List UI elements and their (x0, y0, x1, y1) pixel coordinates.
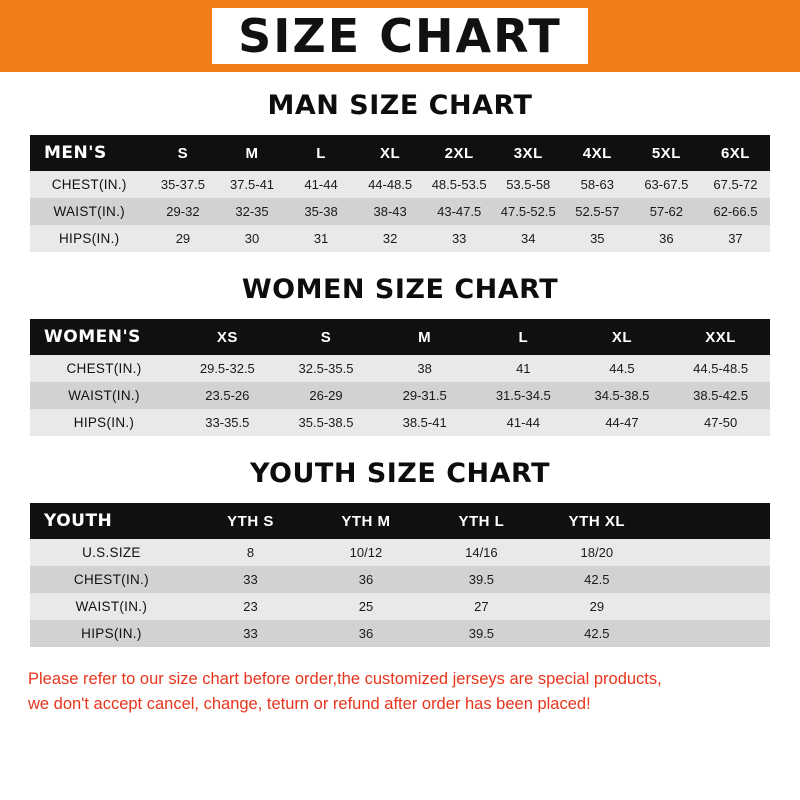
table-cell: 14/16 (424, 539, 539, 566)
table-cell: 23 (193, 593, 308, 620)
table-cell: 39.5 (424, 620, 539, 647)
row-label: WAIST(IN.) (30, 593, 193, 620)
table-cell (655, 566, 770, 593)
table-cell: 39.5 (424, 566, 539, 593)
order-policy-note (28, 667, 772, 717)
column-header: S (148, 135, 217, 171)
column-header: S (277, 319, 376, 355)
table-row (30, 171, 770, 198)
table-cell (655, 539, 770, 566)
row-label: CHEST(IN.) (30, 355, 178, 382)
table-row (30, 593, 770, 620)
table-cell: 33 (425, 225, 494, 252)
row-label: HIPS(IN.) (30, 225, 148, 252)
table-cell: 44.5-48.5 (671, 355, 770, 382)
page-title: SIZE CHART (212, 8, 588, 64)
table-cell: 44-48.5 (356, 171, 425, 198)
table-row (30, 409, 770, 436)
table-cell: 41-44 (287, 171, 356, 198)
table-cell: 27 (424, 593, 539, 620)
table-cell: 44-47 (573, 409, 672, 436)
table-cell: 53.5-58 (494, 171, 563, 198)
table-row (30, 198, 770, 225)
table-cell: 38.5-41 (375, 409, 474, 436)
row-label: U.S.SIZE (30, 539, 193, 566)
table-cell: 32-35 (217, 198, 286, 225)
column-header: 6XL (701, 135, 770, 171)
table-cell: 58-63 (563, 171, 632, 198)
table-cell: 8 (193, 539, 308, 566)
men-table-wrap (30, 135, 770, 252)
column-header: 4XL (563, 135, 632, 171)
banner-left-bar (0, 0, 38, 72)
note-line-1: Please refer to our size chart before order,the customized jerseys are special products, (28, 670, 662, 688)
column-header: 5XL (632, 135, 701, 171)
table-cell: 41-44 (474, 409, 573, 436)
table-cell: 23.5-26 (178, 382, 277, 409)
column-header: YTH XL (539, 503, 654, 539)
column-header: L (287, 135, 356, 171)
column-header: M (375, 319, 474, 355)
table-cell (655, 593, 770, 620)
table-cell: 33 (193, 620, 308, 647)
table-cell: 38 (375, 355, 474, 382)
table-header-row (30, 135, 770, 171)
table-cell: 29-31.5 (375, 382, 474, 409)
table-cell: 29.5-32.5 (178, 355, 277, 382)
table-row (30, 382, 770, 409)
table-cell: 30 (217, 225, 286, 252)
table-cell: 62-66.5 (701, 198, 770, 225)
section-title-women: WOMEN SIZE CHART (241, 274, 559, 305)
youth-table-wrap (30, 503, 770, 647)
table-header-row (30, 319, 770, 355)
banner-right-bar (762, 0, 800, 72)
table-cell: 47-50 (671, 409, 770, 436)
table-cell: 52.5-57 (563, 198, 632, 225)
table-cell: 44.5 (573, 355, 672, 382)
column-header: XL (356, 135, 425, 171)
table-cell: 29 (539, 593, 654, 620)
column-header: XL (573, 319, 672, 355)
table-cell: 63-67.5 (632, 171, 701, 198)
table-cell: 43-47.5 (425, 198, 494, 225)
table-cell: 32 (356, 225, 425, 252)
table-cell: 41 (474, 355, 573, 382)
youth-size-table (30, 503, 770, 647)
table-cell: 25 (308, 593, 423, 620)
column-header: MEN'S (30, 135, 148, 171)
table-cell: 42.5 (539, 566, 654, 593)
table-cell: 31.5-34.5 (474, 382, 573, 409)
table-row (30, 566, 770, 593)
row-label: WAIST(IN.) (30, 382, 178, 409)
table-cell: 35-38 (287, 198, 356, 225)
row-label: CHEST(IN.) (30, 566, 193, 593)
table-cell: 18/20 (539, 539, 654, 566)
column-header: 2XL (425, 135, 494, 171)
table-cell: 34 (494, 225, 563, 252)
women-table-wrap (30, 319, 770, 436)
table-cell: 29-32 (148, 198, 217, 225)
table-cell: 35-37.5 (148, 171, 217, 198)
column-header: YOUTH (30, 503, 193, 539)
column-header: L (474, 319, 573, 355)
header-banner (0, 0, 800, 72)
table-cell: 33-35.5 (178, 409, 277, 436)
table-cell (655, 620, 770, 647)
column-header: YTH L (424, 503, 539, 539)
table-cell: 31 (287, 225, 356, 252)
table-row (30, 355, 770, 382)
section-title-youth: YOUTH SIZE CHART (249, 458, 551, 489)
table-header-row (30, 503, 770, 539)
table-cell: 32.5-35.5 (277, 355, 376, 382)
table-cell: 34.5-38.5 (573, 382, 672, 409)
table-cell: 42.5 (539, 620, 654, 647)
table-cell: 37.5-41 (217, 171, 286, 198)
table-cell: 38-43 (356, 198, 425, 225)
table-cell: 67.5-72 (701, 171, 770, 198)
table-cell: 38.5-42.5 (671, 382, 770, 409)
row-label: HIPS(IN.) (30, 620, 193, 647)
row-label: HIPS(IN.) (30, 409, 178, 436)
column-header: YTH M (308, 503, 423, 539)
table-cell: 57-62 (632, 198, 701, 225)
men-size-table (30, 135, 770, 252)
table-cell: 48.5-53.5 (425, 171, 494, 198)
column-header: XXL (671, 319, 770, 355)
table-cell: 10/12 (308, 539, 423, 566)
table-row (30, 539, 770, 566)
table-cell: 36 (308, 566, 423, 593)
table-cell: 36 (632, 225, 701, 252)
column-header (655, 503, 770, 539)
row-label: WAIST(IN.) (30, 198, 148, 225)
table-cell: 37 (701, 225, 770, 252)
table-cell: 26-29 (277, 382, 376, 409)
column-header: 3XL (494, 135, 563, 171)
table-cell: 29 (148, 225, 217, 252)
column-header: WOMEN'S (30, 319, 178, 355)
column-header: XS (178, 319, 277, 355)
table-cell: 35 (563, 225, 632, 252)
table-cell: 47.5-52.5 (494, 198, 563, 225)
table-row (30, 620, 770, 647)
table-cell: 33 (193, 566, 308, 593)
note-line-2: we don't accept cancel, change, teturn or refund after order has been placed! (28, 695, 591, 713)
row-label: CHEST(IN.) (30, 171, 148, 198)
table-cell: 36 (308, 620, 423, 647)
section-title-man: MAN SIZE CHART (267, 90, 533, 121)
column-header: YTH S (193, 503, 308, 539)
column-header: M (217, 135, 286, 171)
women-size-table (30, 319, 770, 436)
table-cell: 35.5-38.5 (277, 409, 376, 436)
table-row (30, 225, 770, 252)
